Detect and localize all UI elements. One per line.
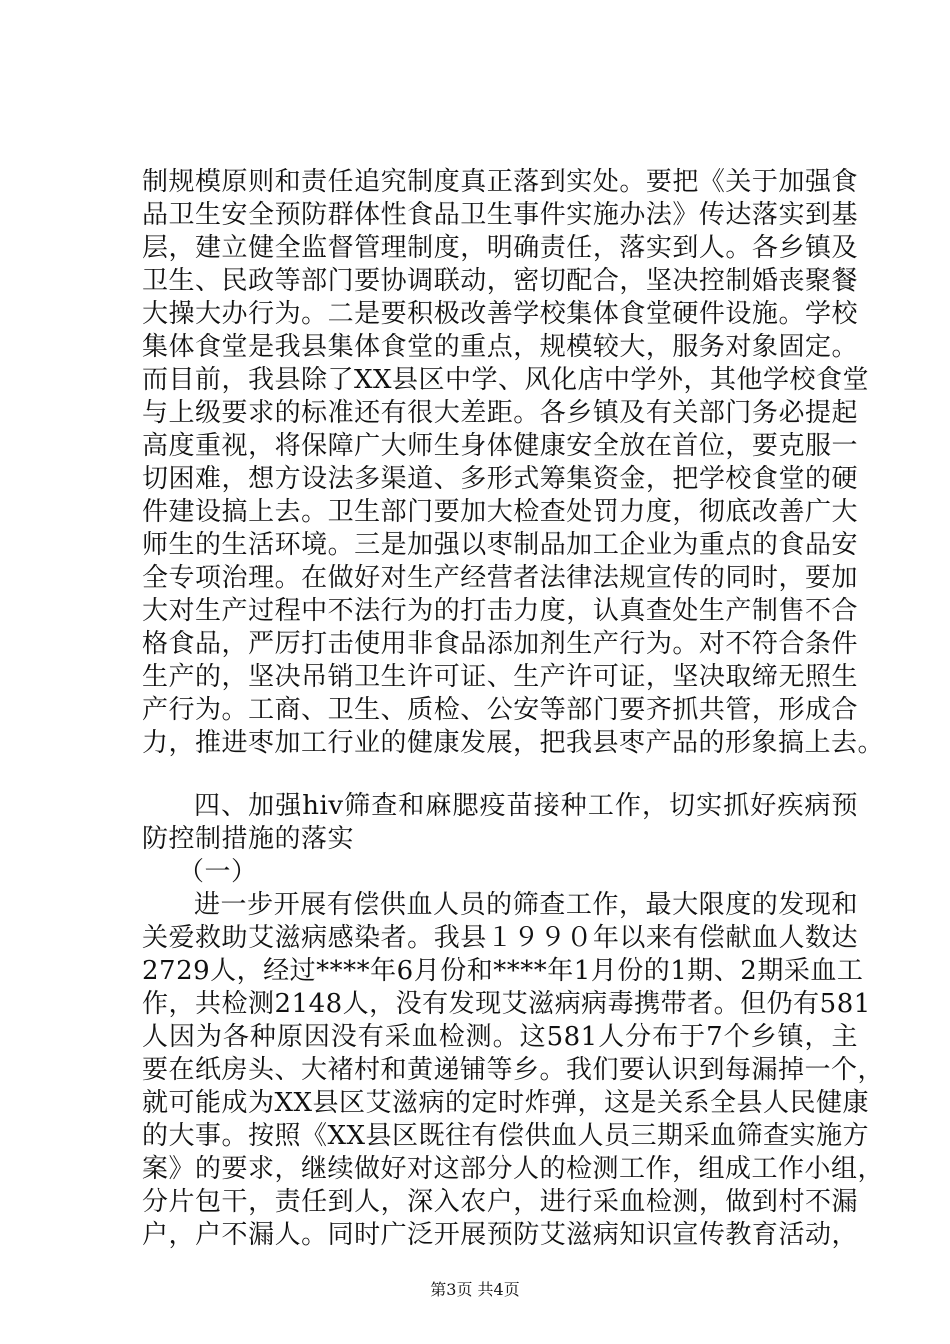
text-line: 师生的生活环境。三是加强以枣制品加工企业为重点的食品安 — [142, 530, 858, 560]
text-line: 要在纸房头、大褚村和黄递铺等乡。我们要认识到每漏掉一个， — [142, 1055, 885, 1085]
subheading: （一） — [178, 857, 258, 887]
text-line: 大操大办行为。二是要积极改善学校集体食堂硬件设施。学校 — [142, 299, 858, 329]
text-line: 分片包干，责任到人，深入农户，进行采血检测，做到村不漏 — [142, 1187, 858, 1217]
text-line: 切困难，想方设法多渠道、多形式筹集资金，把学校食堂的硬 — [142, 464, 858, 494]
page-number-footer: 第3页 共4页 — [430, 1280, 520, 1299]
text-line: 作，共检测2148人，没有发现艾滋病病毒携带者。但仍有581 — [142, 989, 871, 1019]
document-body — [142, 166, 885, 1252]
text-line: 人因为各种原因没有采血检测。这581人分布于7个乡镇，主 — [142, 1022, 858, 1052]
text-line: 关爱救助艾滋病感染者。我县１９９０年以来有偿献血人数达 — [142, 923, 858, 953]
heading-line: 四、加强hiv筛查和麻腮疫苗接种工作，切实抓好疾病预 — [194, 791, 858, 821]
text-line: 全专项治理。在做好对生产经营者法律法规宣传的同时，要加 — [142, 563, 858, 593]
text-line: 件建设搞上去。卫生部门要加大检查处罚力度，彻底改善广大 — [142, 497, 858, 527]
heading-line: 防控制措施的落实 — [142, 824, 355, 854]
paragraph-hiv-screening — [142, 889, 885, 1252]
text-line: 高度重视，将保障广大师生身体健康安全放在首位，要克服一 — [142, 431, 858, 461]
text-line: 2729人，经过****年6月份和****年1月份的1期、2期采血工 — [142, 956, 864, 986]
text-line: 就可能成为XX县区艾滋病的定时炸弹，这是关系全县人民健康 — [142, 1088, 870, 1118]
text-line: 的大事。按照《XX县区既往有偿供血人员三期采血筛查实施方 — [142, 1121, 870, 1151]
text-line: 生产的，坚决吊销卫生许可证、生产许可证，坚决取缔无照生 — [142, 662, 858, 692]
paragraph-food-safety — [142, 166, 885, 760]
text-line: 案》的要求，继续做好对这部分人的检测工作，组成工作小组， — [142, 1154, 885, 1184]
text-line: 户，户不漏人。同时广泛开展预防艾滋病知识宣传教育活动， — [142, 1220, 858, 1250]
text-line: 层，建立健全监督管理制度，明确责任，落实到人。各乡镇及 — [142, 233, 858, 263]
text-line: 与上级要求的标准还有很大差距。各乡镇及有关部门务必提起 — [142, 398, 858, 428]
paragraph-spacer — [142, 760, 858, 790]
text-line: 格食品，严厉打击使用非食品添加剂生产行为。对不符合条件 — [142, 629, 858, 659]
text-line: 制规模原则和责任追究制度真正落到实处。要把《关于加强食 — [142, 167, 858, 197]
text-line: 品卫生安全预防群体性食品卫生事件实施办法》传达落实到基 — [142, 200, 858, 230]
section-heading — [142, 790, 858, 856]
text-line: 产行为。工商、卫生、质检、公安等部门要齐抓共管，形成合 — [142, 695, 858, 725]
text-line: 卫生、民政等部门要协调联动，密切配合，坚决控制婚丧聚餐 — [142, 266, 858, 296]
text-line: 大对生产过程中不法行为的打击力度，认真查处生产制售不合 — [142, 596, 858, 626]
text-line: 进一步开展有偿供血人员的筛查工作，最大限度的发现和 — [194, 890, 858, 920]
text-line: 集体食堂是我县集体食堂的重点，规模较大，服务对象固定。 — [142, 332, 858, 362]
text-line: 而目前，我县除了XX县区中学、风化店中学外，其他学校食堂 — [142, 365, 870, 395]
text-line: 力，推进枣加工行业的健康发展，把我县枣产品的形象搞上去。 — [142, 728, 885, 758]
